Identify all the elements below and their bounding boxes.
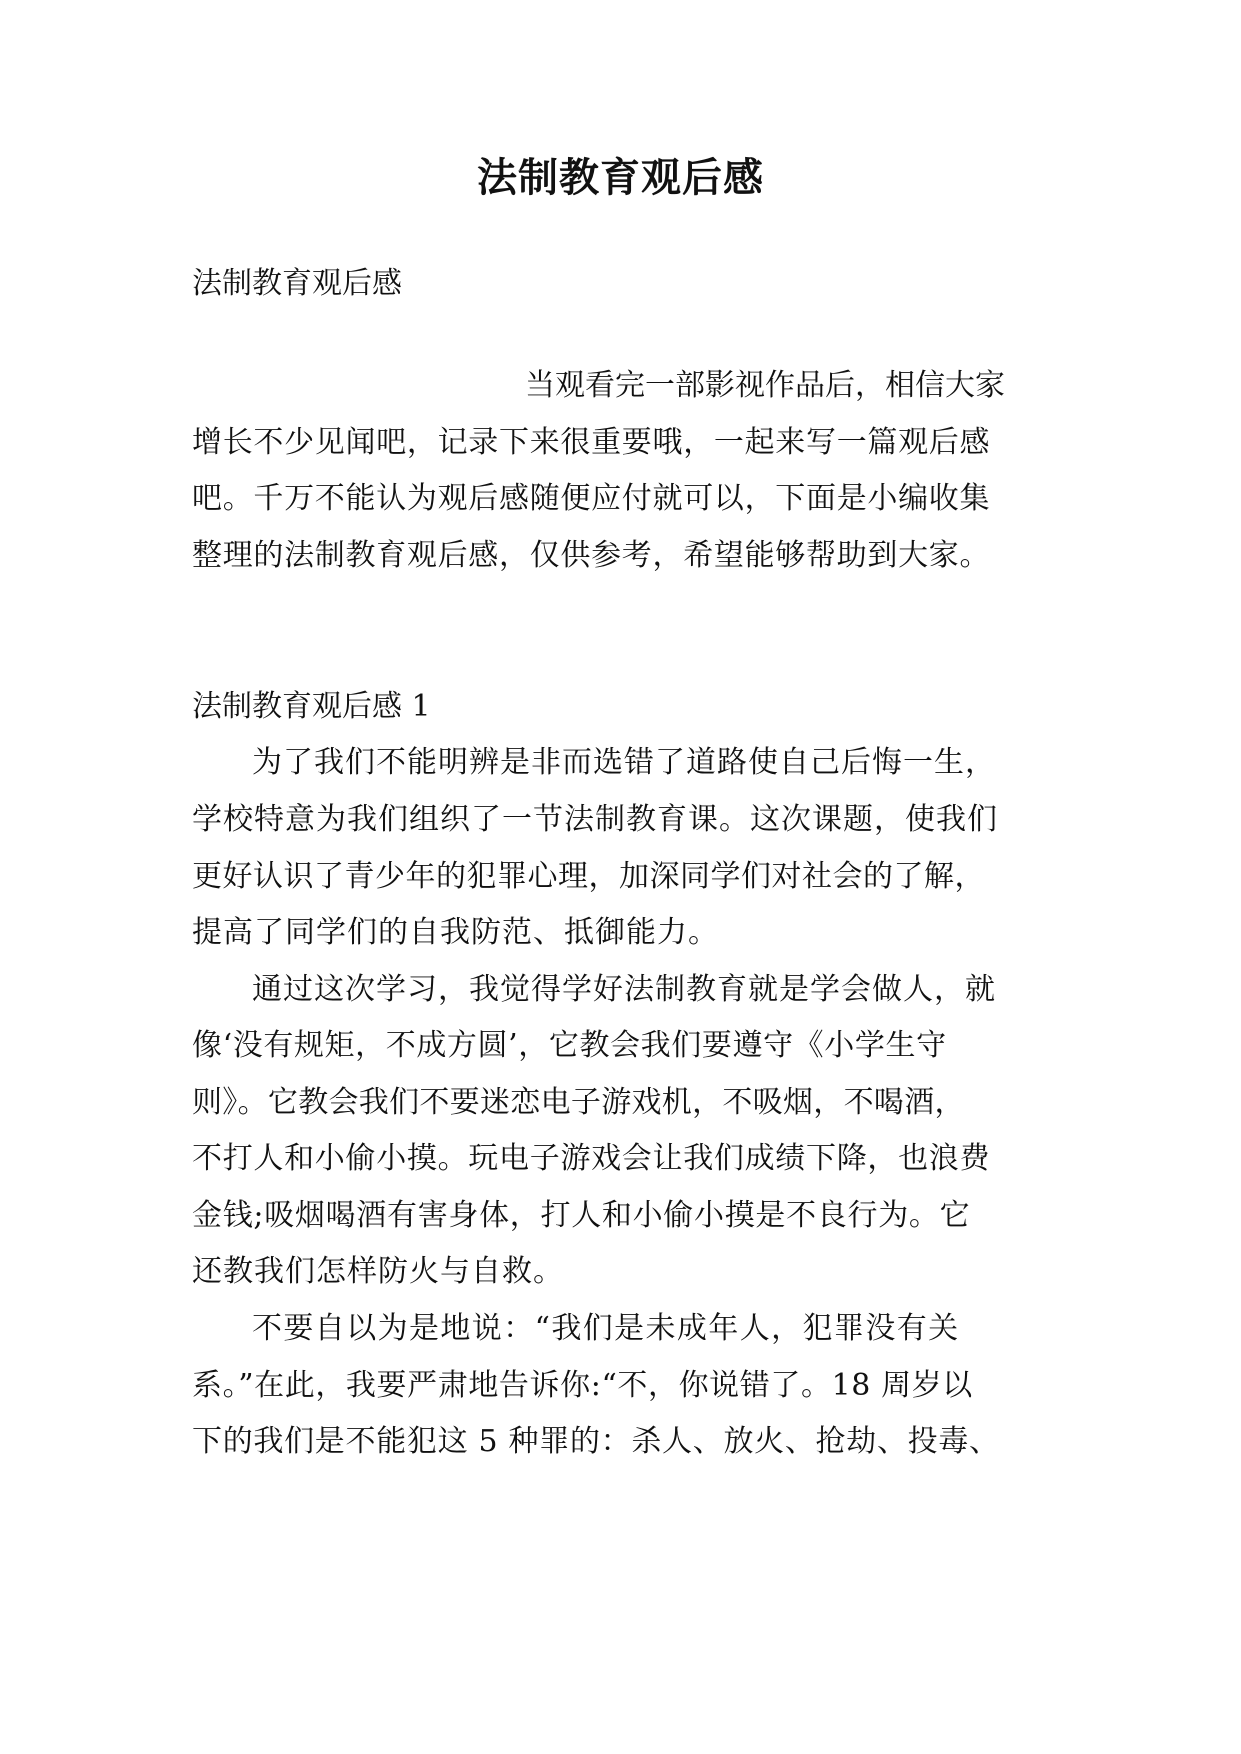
- paragraph-line: 系。”在此，我要严肃地告诉你:“不，你说错了。18 周岁以: [192, 1368, 973, 1403]
- paragraph-line: 整理的法制教育观后感，仅供参考，希望能够帮助到大家。: [192, 538, 991, 573]
- subtitle: 法制教育观后感: [192, 266, 402, 301]
- paragraph-line: 为了我们不能明辨是非而选错了道路使自己后悔一生，: [252, 745, 996, 780]
- paragraph-line: 则》。它教会我们不要迷恋电子游戏机，不吸烟，不喝酒，: [192, 1085, 965, 1120]
- paragraph-line: 提高了同学们的自我防范、抵御能力。: [192, 915, 719, 950]
- section-heading: 法制教育观后感 1: [192, 689, 431, 724]
- paragraph-line: 通过这次学习，我觉得学好法制教育就是学会做人，就: [252, 972, 996, 1007]
- document-title: 法制教育观后感: [477, 155, 764, 201]
- paragraph-line: 更好认识了青少年的犯罪心理，加深同学们对社会的了解，: [192, 859, 985, 894]
- paragraph-line: 像‘没有规矩，不成方圆’，它教会我们要遵守《小学生守: [192, 1028, 947, 1063]
- paragraph-line: 增长不少见闻吧，记录下来很重要哦，一起来写一篇观后感: [192, 425, 991, 460]
- paragraph-line: 学校特意为我们组织了一节法制教育课。这次课题，使我们: [192, 802, 998, 837]
- paragraph-line: 金钱;吸烟喝酒有害身体，打人和小偷小摸是不良行为。它: [192, 1198, 971, 1233]
- paragraph-line: 下的我们是不能犯这 5 种罪的：杀人、放火、抢劫、投毒、: [192, 1424, 1000, 1459]
- paragraph-line: 不打人和小偷小摸。玩电子游戏会让我们成绩下降，也浪费: [192, 1141, 991, 1176]
- paragraph-line: 不要自以为是地说：“我们是未成年人，犯罪没有关: [252, 1311, 960, 1346]
- paragraph-line: 还教我们怎样防火与自救。: [192, 1254, 564, 1289]
- paragraph-line: 吧。千万不能认为观后感随便应付就可以，下面是小编收集: [192, 481, 991, 516]
- paragraph-line: 当观看完一部影视作品后，相信大家: [525, 368, 1005, 403]
